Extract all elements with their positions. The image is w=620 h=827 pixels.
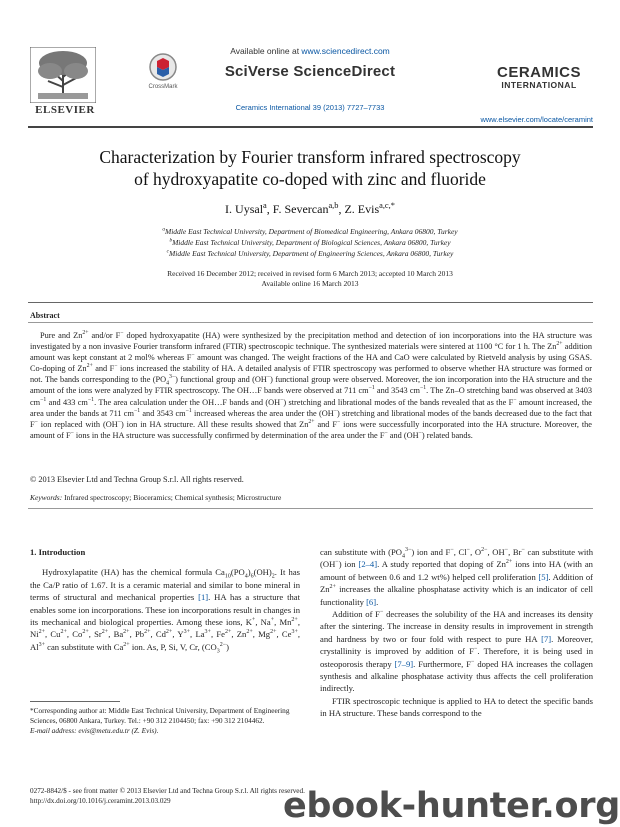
keywords-list: Infrared spectroscopy; Bioceramics; Chemical synthesis; Microstructure: [62, 493, 282, 502]
author-affil-mark: a: [263, 201, 267, 210]
footnote: [30, 706, 300, 736]
body-paragraph: FTIR spectroscopic technique is applied to HA to detect the specific bands in HA structure. These bands correspond to the: [320, 695, 593, 719]
body-paragraph: can substitute with $(PO_4^{3-})$ ion and F−, Cl−, $O^{2-}$, OH−, Br− can substitute with (OH−) ion [2–4]. A study reported that doping of $Zn^{2+}$ ions into HA (with an amount of between 0.6 and 1.2 wt%) helped cell proliferation [5]. Addition of $Zn^{2+}$ increases the alkaline phosphatase activity which is an indicator of cell functionality [6].: [320, 547, 594, 607]
author-affil-mark: a,c,*: [379, 201, 395, 210]
title-line-2: of hydroxyapatite co-doped with zinc and fluoride: [134, 169, 486, 189]
left-column: [30, 546, 300, 653]
body-paragraph: Addition of F− decreases the solubility of the HA and increases its density after the sintering. The increase in density results in improvement in strength and hardness by two or four fold with respect to pure HA [7]. Moreover, crystallinity is improved by addition of F−. Therefore, it is being used in osteoporosis therapy [7–9]. Furthermore, F− doped HA increases the collagen synthesis and alkaline phosphatase activity thus affects the cell proliferation indirectly.: [320, 609, 594, 694]
abstract-heading: Abstract: [30, 311, 60, 320]
journal-logo-line2: INTERNATIONAL: [501, 80, 577, 90]
section-rule: [28, 302, 593, 303]
keywords: [30, 493, 590, 502]
corresponding-author-note: *Corresponding author at: Middle East Technical University, Department of Engineering Sciences, 06800 Ankara, Turkey. Tel.: +90 312 2104450; fax: +90 312 2104462.: [30, 706, 290, 725]
online-date: Available online 16 March 2013: [261, 279, 359, 288]
platform-name: SciVerse ScienceDirect: [224, 63, 396, 80]
author-name: Z. Evis: [344, 202, 380, 216]
affiliation: $^c$Middle East Technical University, Department of Engineering Sciences, Ankara 06800, Turkey: [166, 248, 454, 258]
article-dates: [0, 269, 620, 289]
header-rule: [28, 126, 593, 128]
copyright-line: © 2013 Elsevier Ltd and Techna Group S.r.l. All rights reserved.: [30, 475, 244, 484]
watermark-text: ebook-hunter.org: [282, 786, 620, 826]
author-list: I. Uysal$^a$, F. Severcan$^{a,b}$, Z. Evis$^{a,c,*}$: [225, 201, 395, 216]
publisher-name: ELSEVIER: [35, 104, 95, 116]
issn-line: 0272-8842/$ - see front matter © 2013 Elsevier Ltd and Techna Group S.r.l. All rights reserved.: [30, 787, 305, 795]
right-column: [320, 546, 593, 720]
affiliation: $^b$Middle East Technical University, Department of Biological Sciences, Ankara 06800, Turkey: [169, 237, 451, 247]
availability-prefix: Available online at: [230, 46, 302, 56]
availability-line: [0, 46, 620, 56]
article-title: [40, 146, 580, 190]
journal-logo-line1: CERAMICS: [496, 64, 581, 81]
keywords-label: Keywords:: [30, 493, 63, 502]
section-heading-introduction: 1. Introduction: [30, 547, 86, 557]
doi-link[interactable]: http://dx.doi.org/10.1016/j.ceramint.2013.03.029: [30, 796, 171, 805]
keywords-rule: [28, 508, 593, 509]
email-address[interactable]: E-mail address: evis@metu.edu.tr (Z. Evis).: [30, 726, 159, 735]
body-paragraph: Hydroxylapatite (HA) has the chemical formula $Ca_{10}(PO_4)_6(OH)_2$. It has the Ca/P ratio of 1.67. It is a ceramic material and similar to bone mineral in terms of structural and mechanical properties [1]. HA has a structure that enables some ion incorporations. These ion incorporations result in changes in its mechanical and biological properties. Among these ions, K+, Na+, $Mn^{2+}$, $Ni^{2+}$, $Cu^{2+}$, $Co^{2+}$, $Sr^{2+}$, $Ba^{2+}$, $Pb^{2+}$, $Cd^{2+}$, $Y^{3+}$, $La^{3+}$, $Fe^{2+}$, $Zn^{2+}$, $Mg^{2+}$, $Ce^{3+}$, $Al^{3+}$ can substitute with $Ca^{2+}$ ion. As, P, Si, V, Cr, $(CO_3^{2-})$: [30, 567, 301, 655]
journal-logo: [486, 64, 592, 90]
title-line-1: Characterization by Fourier transform infrared spectroscopy: [99, 147, 521, 167]
author-affil-mark: a,b: [328, 201, 339, 210]
abstract-text: Pure and $Zn^{2+}$ and/or F− doped hydroxyapatite (HA) were synthesized by the precipitation method and detection of ion incorporations into the HA structure was investigated by a non invasive Fourier transform infrared (FTIR) spectroscopic technique. The synthesized materials were sintered at 1100 °C for 1 h. The $Zn^{2+}$ addition amount was kept constant at 2 mol% whereas F− amount was changed. The weight fractions of the HA and CaO were calculated by Rietveld analysis by using GSAS. Co-doping of $Zn^{2+}$ and F− ions increased the stability of HA. A detailed analysis of FTIR spectroscopy was performed to observe whether HA structure was formed or not. The bands corresponding to the $(PO_4^{3-})$ functional group and (OH−) functional group were observed. Moreover, the ion incorporation into the HA structure and the amount of the ions were analyzed by FTIR spectroscopy. The OH…F bands were observed at 711 $cm^{-1}$ and 3543 $cm^{-1}$. The Zn–O stretching band was observed at 3403 $cm^{-1}$ and 433 $cm^{-1}$. The area calculation under the OH…F bands and (OH−) stretching and librational modes of the bands revealed that as the F− amount increased, the area under the bands at 711 $cm^{-1}$ and 3543 $cm^{-1}$ increased whereas the area under the (OH−) stretching and librational modes of the bands decreased due to the fact that F− ion replaced with (OH−) ion in HA structure. All these results showed that $Zn^{2+}$ and F− ions were successfully incorporated into the HA structure. Moreover, the amount of F− ions in the HA structure was successfully confirmed by determination of the area under the F− and (OH−) related bands.: [30, 330, 593, 440]
author-name: F. Severcan: [272, 202, 329, 216]
author-name: I. Uysal: [225, 202, 264, 216]
footnote-rule: [30, 701, 120, 702]
journal-homepage-link[interactable]: www.elsevier.com/locate/ceramint: [480, 115, 593, 124]
affiliations: [0, 226, 620, 259]
sciencedirect-link[interactable]: www.sciencedirect.com: [301, 46, 390, 56]
journal-reference[interactable]: Ceramics International 39 (2013) 7727–7733: [235, 103, 385, 112]
received-dates: Received 16 December 2012; received in revised form 6 March 2013; accepted 10 March 2013: [167, 269, 453, 278]
crossmark-label: CrossMark: [148, 84, 178, 90]
abstract-rule: [28, 322, 593, 323]
affiliation: $^a$Middle East Technical University, Department of Biomedical Engineering, Ankara 06800, Turkey: [162, 226, 458, 236]
